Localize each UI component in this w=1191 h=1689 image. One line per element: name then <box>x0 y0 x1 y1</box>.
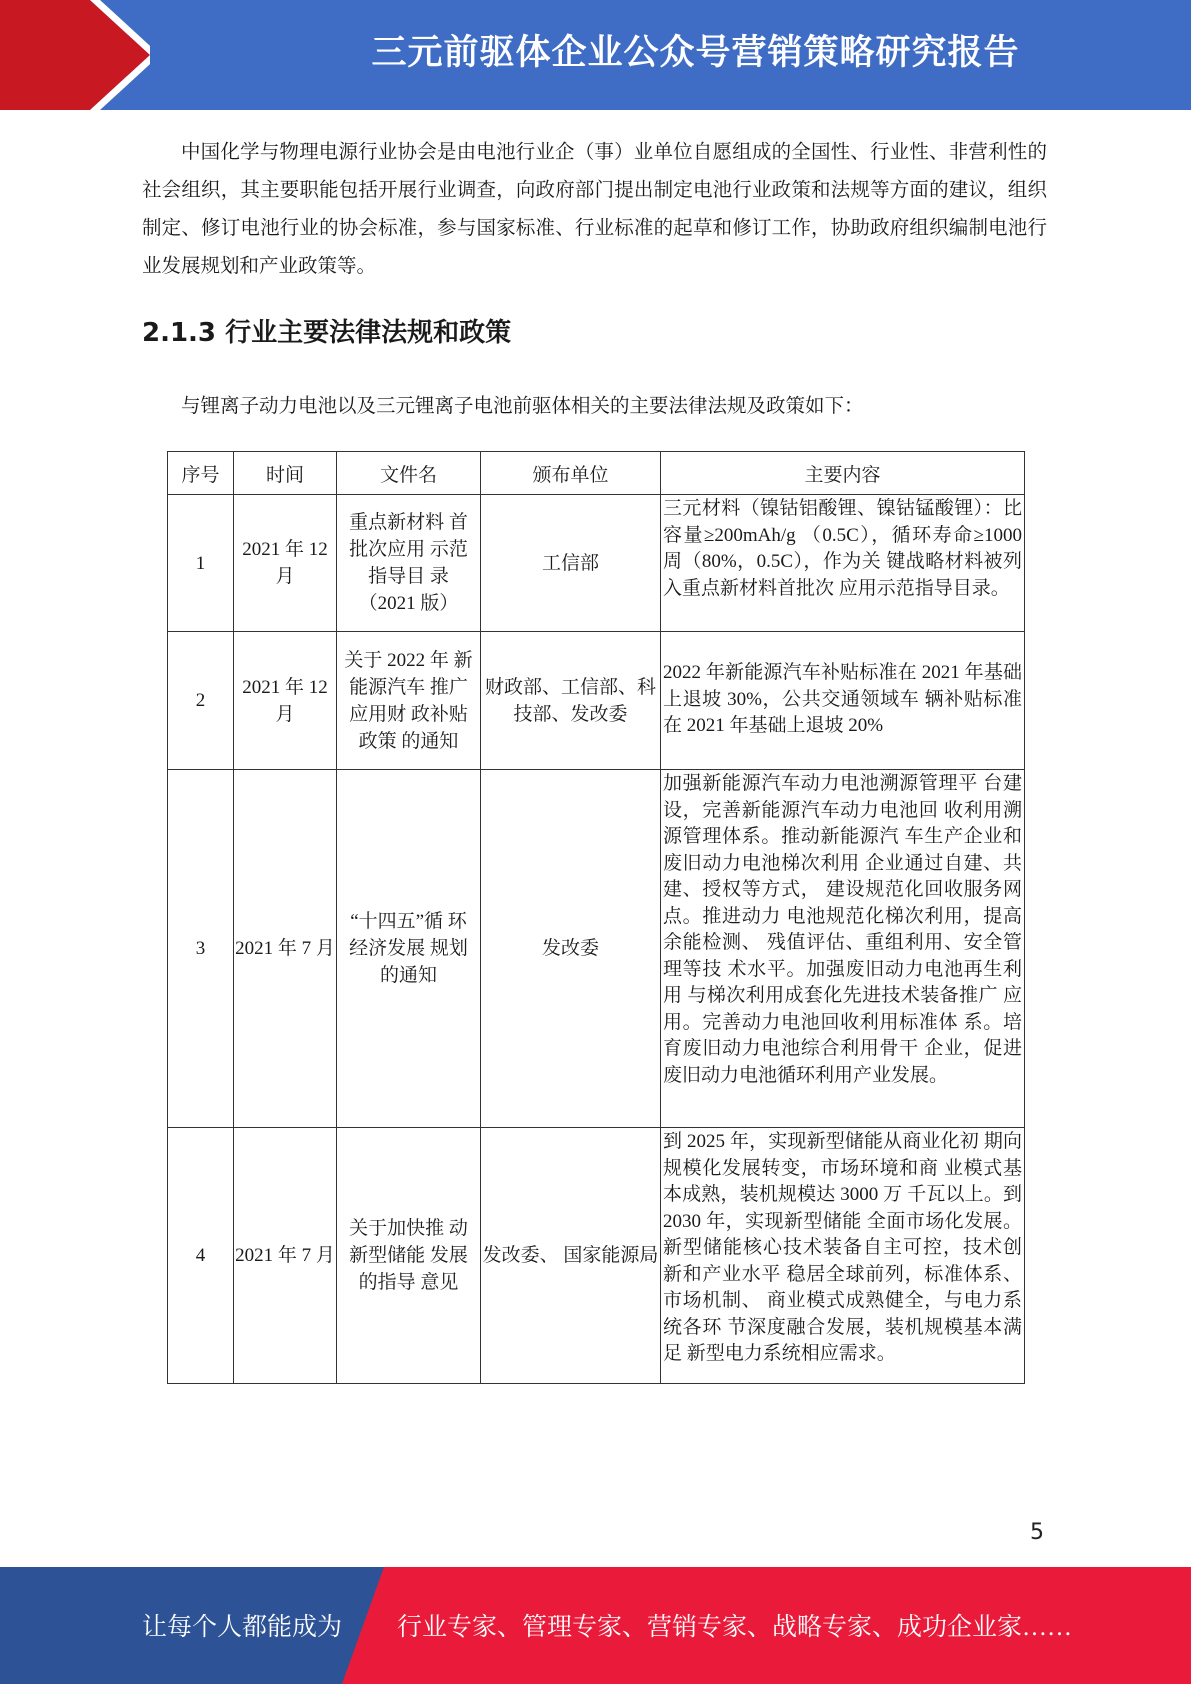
table-row <box>168 1128 1025 1384</box>
table-row <box>168 495 1025 632</box>
cell-file-name: 关于 2022 年 新能源汽车 推广应用财 政补贴政策 的通知 <box>337 632 481 770</box>
cell-no: 4 <box>168 1128 234 1384</box>
cell-file-name: 关于加快推 动新型储能 发展的指导 意见 <box>337 1128 481 1384</box>
cell-no: 3 <box>168 770 234 1128</box>
header-issuer: 颁布单位 <box>481 452 661 495</box>
header-red-chevron <box>0 0 150 110</box>
cell-content: 三元材料（镍钴铝酸锂、镍钴锰酸锂）：比容量≥200mAh/g （0.5C），循环寿命≥1000 周（80%，0.5C），作为关 键战略材料被列入重点新材料首批次 应用示范指导目录。 <box>661 495 1025 632</box>
footer-slogan-left: 让每个人都能成为 <box>142 1614 343 1641</box>
cell-time: 2021 年 7 月 <box>234 1128 337 1384</box>
header-no: 序号 <box>168 452 234 495</box>
cell-issuer: 发改委、 国家能源局 <box>481 1128 661 1384</box>
table-intro-text: 与锂离子动力电池以及三元锂离子电池前驱体相关的主要法律法规及政策如下： <box>181 396 864 417</box>
page-footer <box>0 1567 1191 1684</box>
cell-time: 2021 年 7 月 <box>234 770 337 1128</box>
cell-no: 1 <box>168 495 234 632</box>
cell-content: 到 2025 年，实现新型储能从商业化初 期向规模化发展转变，市场环境和商 业模式基本成熟，装机规模达 3000 万 千瓦以上。到 2030 年，实现新型储能 全面市场化发展。新型储能核心技术装备自主可控，技术创新和产业水平 稳居全球前列，标准体系、市场机制、 商业模式成熟健全，与电力系统各环 节深度融合发展，装机规模基本满足 新型电力系统相应需求。 <box>661 1128 1025 1384</box>
cell-time: 2021 年 12 月 <box>234 495 337 632</box>
footer-slogan-right: 行业专家、管理专家、营销专家、战略专家、成功企业家…… <box>397 1614 1073 1641</box>
table-row <box>168 770 1025 1128</box>
header-content: 主要内容 <box>661 452 1025 495</box>
cell-issuer: 发改委 <box>481 770 661 1128</box>
policy-table <box>167 451 1025 1384</box>
cell-file-name: 重点新材料 首批次应用 示范指导目 录（2021 版） <box>337 495 481 632</box>
cell-time: 2021 年 12 月 <box>234 632 337 770</box>
cell-content: 加强新能源汽车动力电池溯源管理平 台建设，完善新能源汽车动力电池回 收利用溯源管理体系。推动新能源汽 车生产企业和废旧动力电池梯次利用 企业通过自建、共建、授权等方式， 建设规范化回收服务网点。推进动力 电池规范化梯次利用，提高余能检测、 残值评估、重组利用、安全管理等技 术水平。加强废旧动力电池再生利用 与梯次利用成套化先进技术装备推广 应用。完善动力电池回收利用标准体 系。培育废旧动力电池综合利用骨干 企业，促进废旧动力电池循环利用产业发展。 <box>661 770 1025 1128</box>
intro-paragraph: 中国化学与物理电源行业协会是由电池行业企（事）业单位自愿组成的全国性、行业性、非营利性的社会组织，其主要职能包括开展行业调查，向政府部门提出制定电池行业政策和法规等方面的建议，组织制定、修订电池行业的协会标准，参与国家标准、行业标准的起草和修订工作，协助政府组织编制电池行业发展规划和产业政策等。 <box>142 142 1047 277</box>
section-heading: 2.1.3 行业主要法律法规和政策 <box>142 318 512 348</box>
cell-content: 2022 年新能源汽车补贴标准在 2021 年基础上退坡 30%，公共交通领域车 辆补贴标准在 2021 年基础上退坡 20% <box>661 632 1025 770</box>
cell-issuer: 财政部、工信部、科技部、发改委 <box>481 632 661 770</box>
page-header <box>0 0 1191 110</box>
table-row <box>168 632 1025 770</box>
header-time: 时间 <box>234 452 337 495</box>
cell-file-name: “十四五”循 环经济发展 规划的通知 <box>337 770 481 1128</box>
page-number: 5 <box>1030 1520 1044 1545</box>
table-header-row <box>168 452 1025 495</box>
cell-issuer: 工信部 <box>481 495 661 632</box>
header-file-name: 文件名 <box>337 452 481 495</box>
report-title: 三元前驱体企业公众号营销策略研究报告 <box>371 33 1020 73</box>
cell-no: 2 <box>168 632 234 770</box>
